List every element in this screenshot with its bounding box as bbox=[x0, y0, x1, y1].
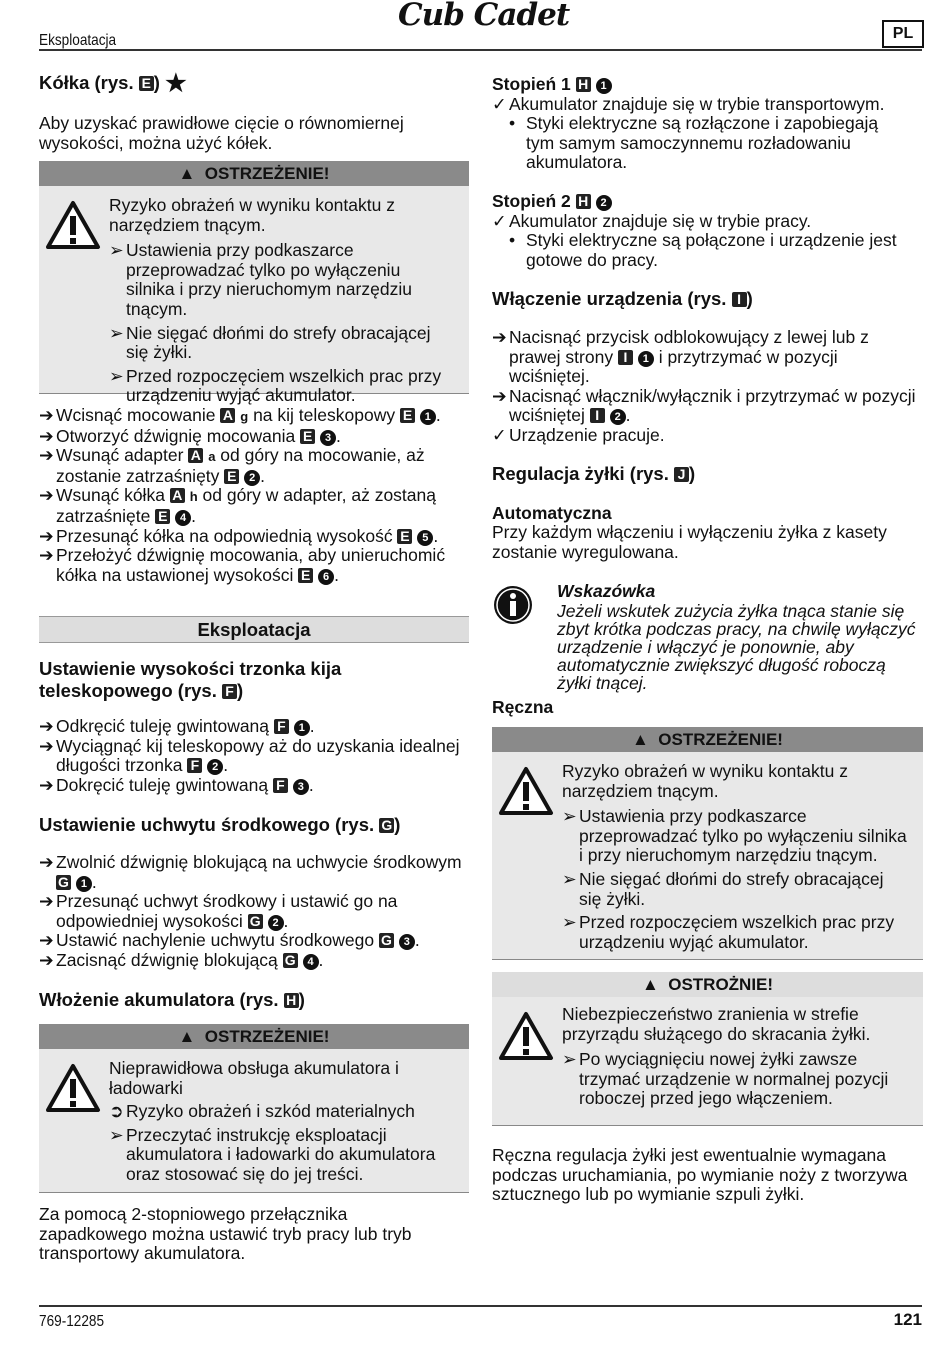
caution-header: ▲ OSTROŻNIE! bbox=[492, 972, 923, 997]
header-rule bbox=[39, 49, 922, 51]
list-item: ➔ Wsunąć adapter A a od góry na mocowanie, aż zostanie zatrzaśnięty E 2 . bbox=[39, 445, 425, 486]
warning-text: Nieprawidłowa obsługa akumulatora i ładowarki bbox=[109, 1058, 399, 1098]
list-item: ➔ Przełożyć dźwignię mocowania, aby unieruchomić kółka na ustawionej wysokości E 6 . bbox=[39, 545, 446, 585]
wysokosc-steps bbox=[39, 717, 469, 795]
kolka-heading: Kółka (rys. E ) ★ bbox=[39, 70, 187, 97]
list-item: ✓ Urządzenie pracuje. bbox=[492, 424, 665, 445]
warning-body bbox=[39, 1049, 469, 1192]
list-item: ➔ Zwolnić dźwignię blokującą na uchwycie środkowym G 1 . bbox=[39, 852, 462, 892]
star-icon: ★ bbox=[165, 70, 187, 97]
list-item: ➔ Ustawić nachylenie uchwytu środkowego G 3 . bbox=[39, 930, 420, 951]
list-item: ➔ Odkręcić tuleję gwintowaną F 1 . bbox=[39, 716, 315, 736]
document-number: 769-12285 bbox=[39, 1313, 105, 1330]
akumulator-heading: Włożenie akumulatora (rys. H ) bbox=[39, 989, 305, 1010]
list-item: • Styki elektryczne są rozłączone i zapobiegają tym samym samoczynnemu rozładowaniu akumulatora. bbox=[509, 113, 879, 173]
kolka-intro: Aby uzyskać prawidłowe cięcie o równomiernej wysokości, można użyć kółek. bbox=[39, 113, 404, 153]
tip-text: Jeżeli wskutek zużycia żyłka tnąca stanie się zbyt krótka podczas pracy, na chwilę wyłączyć urządzenie i włączyć je ponownie, aby automatycznie zwiększyć długość roboczą żyłki tnącej. bbox=[557, 600, 916, 693]
akumulator-outro: Za pomocą 2-stopniowego przełącznika zapadkowego można ustawić tryb pracy lub tryb transportowy akumulatora. bbox=[39, 1204, 412, 1264]
list-item: • Styki elektryczne są połączone i urządzenie jest gotowe do pracy. bbox=[509, 230, 897, 270]
check-icon: ✓ bbox=[492, 424, 507, 445]
wlaczenie-heading: Włączenie urządzenia (rys. I ) bbox=[492, 288, 753, 309]
warning-triangle-icon bbox=[45, 200, 101, 250]
list-item: ✓ Akumulator znajduje się w trybie pracy. bbox=[492, 210, 812, 231]
list-item: ➢ Nie sięgać dłońmi do strefy obracającej się żyłki. bbox=[562, 868, 884, 909]
caution-box bbox=[492, 972, 923, 1126]
check-icon: ✓ bbox=[492, 93, 507, 114]
regulacja-heading: Regulacja żyłki (rys. J ) bbox=[492, 463, 696, 484]
footer-rule bbox=[39, 1305, 922, 1307]
list-item: ➔ Nacisnąć przycisk odblokowujący z lewej lub z prawej strony I 1 i przytrzymać w pozycji wciśniętej. bbox=[492, 327, 869, 387]
list-item: ➢ Po wyciągnięciu nowej żyłki zawsze trzymać urządzenie w normalnej pozycji roboczej przed jego włączeniem. bbox=[562, 1049, 889, 1109]
warning-text: Ryzyko obrażeń w wyniku kontaktu z narzędziem tnącym. bbox=[562, 761, 848, 801]
wysokosc-heading: Ustawienie wysokości trzonka kija teleskopowego (rys. F ) bbox=[39, 658, 342, 701]
reczna-title: Ręczna bbox=[492, 697, 554, 717]
uchwyt-heading: Ustawienie uchwytu środkowego (rys. G ) bbox=[39, 814, 401, 835]
wlaczenie-steps bbox=[492, 328, 917, 446]
automatyczna-text: Przy każdym włączeniu i wyłączeniu żyłka z kasety zostanie wyregulowana. bbox=[492, 522, 887, 562]
tip-title: Wskazówka bbox=[557, 581, 656, 601]
tip-box bbox=[557, 582, 922, 692]
warning-box bbox=[39, 161, 469, 406]
warning-header: ▲ OSTRZEŻENIE! bbox=[39, 161, 469, 186]
list-item: ➢ Przed rozpoczęciem wszelkich prac przy urządzeniu wyjąć akumulator. bbox=[109, 365, 442, 406]
list-item: ➔ Nacisnąć włącznik/wyłącznik i przytrzymać w pozycji wciśniętej I 2 . bbox=[492, 385, 916, 426]
list-item: ➔ Dokręcić tuleję gwintowaną F 3 . bbox=[39, 774, 314, 795]
brand-logo: Cub Cadet bbox=[398, 0, 570, 33]
list-item: ➔ Otworzyć dźwignię mocowania E 3 . bbox=[39, 425, 341, 446]
language-badge: PL bbox=[882, 20, 924, 48]
warning-triangle-icon: ▲ bbox=[178, 1027, 196, 1046]
list-item: ➔ Wsunąć kółka A h od góry w adapter, aż zostaną zatrzaśnięte E 4 . bbox=[39, 485, 436, 526]
list-item: ➔ Wyciągnąć kij teleskopowy aż do uzyskania idealnej długości trzonka F 2 . bbox=[39, 735, 460, 776]
list-item: ➔ Przesunąć kółka na odpowiednią wysokość E 5 . bbox=[39, 525, 439, 546]
header-section-title: Eksploatacja bbox=[39, 32, 117, 49]
list-item: ➢ Przed rozpoczęciem wszelkich prac przy urządzeniu wyjąć akumulator. bbox=[562, 912, 895, 952]
warning-text: Ryzyko obrażeń w wyniku kontaktu z narzędziem tnącym. bbox=[109, 195, 395, 235]
list-item: ➢ Przeczytać instrukcję eksploatacji akumulatora i ładowarki do akumulatora oraz stosować się do jej treści. bbox=[109, 1124, 436, 1184]
warning-triangle-icon bbox=[498, 1011, 554, 1061]
list-item: ➢ Ustawienia przy podkaszarce przeprowadzać tylko po wyłączeniu silnika i przy nieruchomym narzędziu tnącym. bbox=[562, 806, 907, 866]
warning-header: ▲ OSTRZEŻENIE! bbox=[39, 1024, 469, 1049]
warning-box bbox=[39, 1024, 469, 1193]
stopien2: Stopień 2 H 2 ✓ Akumulator znajduje się w trybie pracy. • Styki elektryczne są połączone i urządzenie jest gotowe do pracy. bbox=[492, 192, 922, 270]
list-item: ✓ Akumulator znajduje się w trybie transportowym. bbox=[492, 93, 885, 114]
caution-text: Niebezpieczeństwo zranienia w strefie przyrządu służącego do skracania żyłki. bbox=[562, 1004, 871, 1044]
warning-triangle-icon: ▲ bbox=[178, 164, 196, 183]
section-title-eksploatacja: Eksploatacja bbox=[39, 616, 469, 643]
stopien1: Stopień 1 H 1 ✓ Akumulator znajduje się w trybie transportowym. • Styki elektryczne są rozłączone i zapobiegają tym samym samoczynnemu rozładowaniu akumulatora. bbox=[492, 75, 922, 173]
uchwyt-steps bbox=[39, 853, 469, 971]
warning-triangle-icon bbox=[45, 1063, 101, 1113]
warning-triangle-icon: ▲ bbox=[641, 975, 659, 994]
warning-triangle-icon: ▲ bbox=[632, 730, 649, 749]
warning-triangle-icon bbox=[498, 766, 554, 816]
kolka-steps bbox=[39, 406, 469, 585]
automatyczna-title: Automatyczna bbox=[492, 503, 612, 523]
list-item: ➢ Ustawienia przy podkaszarce przeprowadzać tylko po wyłączeniu silnika i przy nieruchomym narzędziu tnącym. bbox=[109, 240, 412, 319]
caution-body bbox=[492, 997, 923, 1125]
check-icon: ✓ bbox=[492, 210, 507, 231]
warning-box bbox=[492, 727, 923, 960]
warning-body bbox=[492, 752, 923, 959]
list-item: ➔ Przesunąć uchwyt środkowy i ustawić go na odpowiedniej wysokości G 2 . bbox=[39, 891, 398, 931]
result-arrow-icon: ➲ bbox=[109, 1101, 124, 1122]
info-icon bbox=[492, 584, 534, 626]
list-item: ➲ Ryzyko obrażeń i szkód materialnych bbox=[109, 1101, 415, 1122]
list-item: ➢ Nie sięgać dłońmi do strefy obracającej się żyłki. bbox=[109, 322, 431, 363]
warning-body bbox=[39, 186, 469, 406]
warning-header: ▲ OSTRZEŻENIE! bbox=[492, 727, 923, 752]
figure-ref: E bbox=[139, 76, 154, 91]
reczna-outro: Ręczna regulacja żyłki jest ewentualnie wymagana podczas uruchamiania, po wymianie noży z tworzywa sztucznego lub po wymianie szpuli żyłki. bbox=[492, 1145, 908, 1205]
list-item: ➔ Zacisnąć dźwignię blokującą G 4 . bbox=[39, 949, 324, 970]
list-item: ➔ Wcisnąć mocowanie A g na kij teleskopowy E 1 . bbox=[39, 405, 441, 425]
page-number: 121 bbox=[893, 1310, 922, 1329]
